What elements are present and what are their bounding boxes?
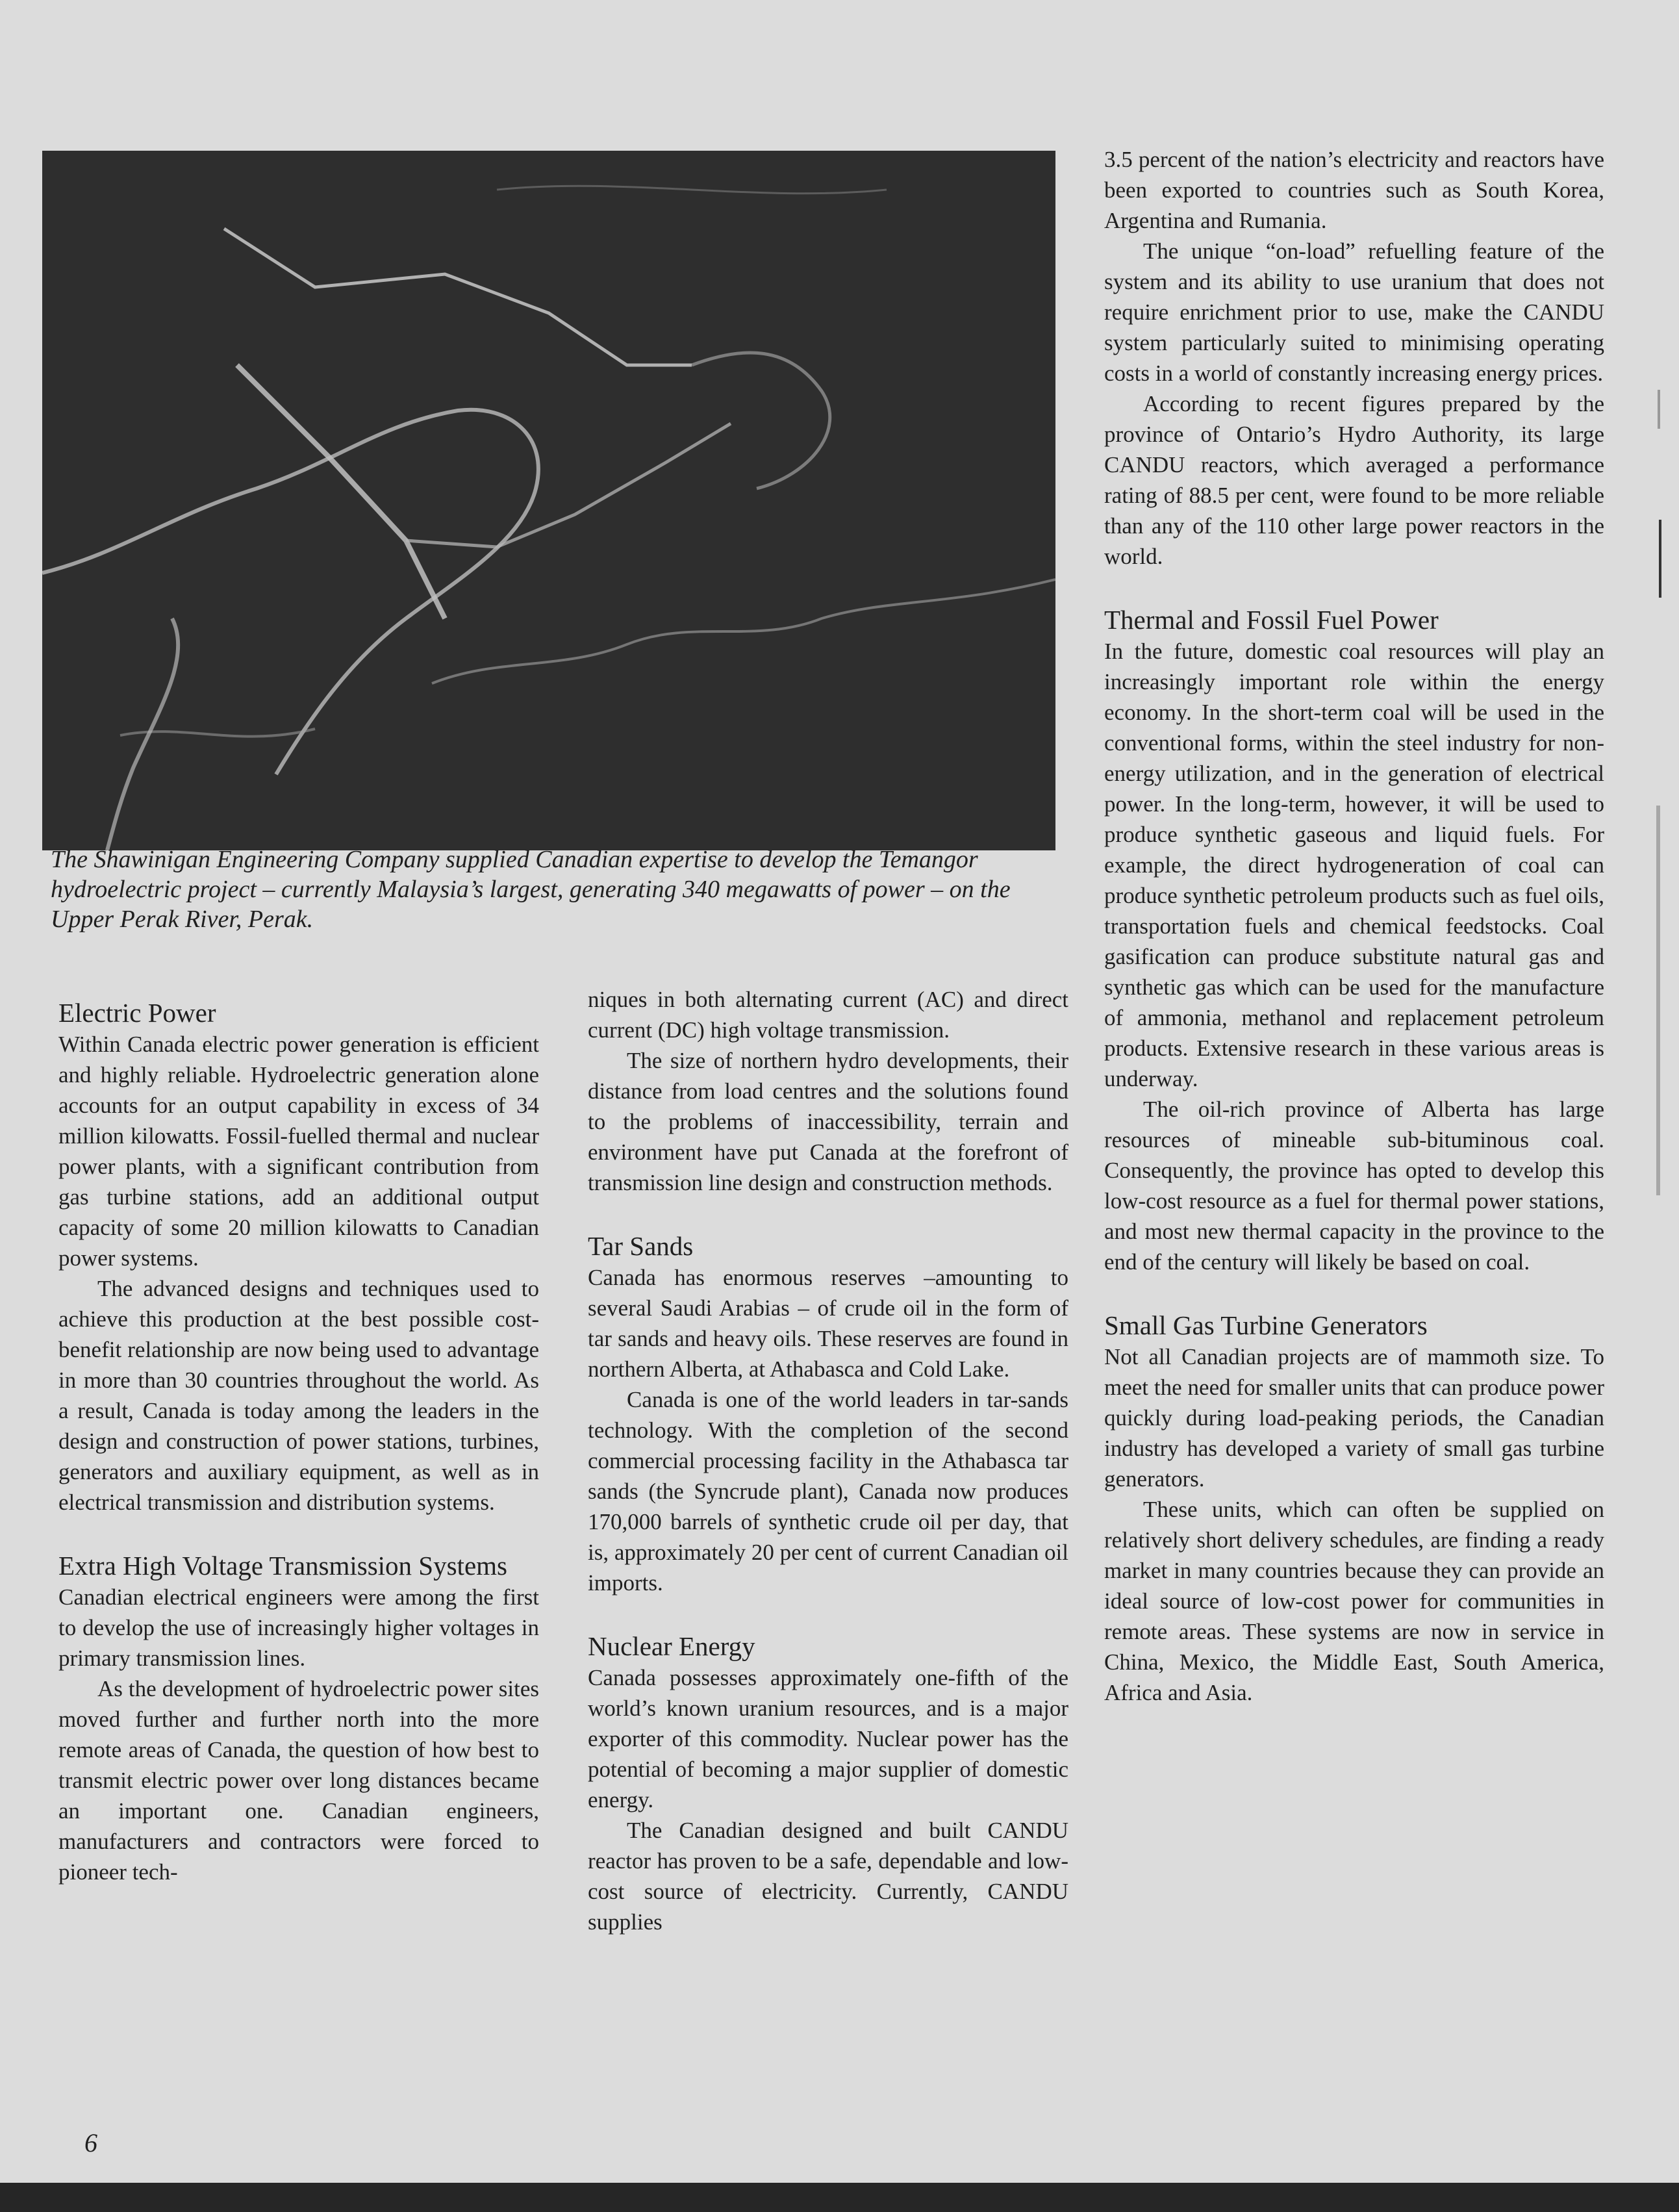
paragraph: These units, which can often be supplied on relatively short delivery schedules, are finding a ready market in many countries because they can provide an ideal source of low-cost power for communities in remote areas. These systems are now in service in China, Mexico, the Middle East, South America, Africa and Asia. [1104, 1497, 1604, 1705]
page-number: 6 [84, 2128, 97, 2157]
column-3 [1104, 144, 1604, 1708]
paragraph: Not all Canadian projects are of mammoth size. To meet the need for smaller units that can produce power quickly during load-peaking periods, the Canadian industry has developed a variety of small gas turbine generators. [1104, 1344, 1604, 1492]
hydro-project-photo [42, 151, 1055, 850]
paragraph: Canadian electrical engineers were among the first to develop the use of increasingly higher voltages in primary transmission lines. [58, 1584, 539, 1671]
aerial-river-image [42, 151, 1055, 850]
paragraph: The Canadian designed and built CANDU reactor has proven to be a safe, dependable and low-cost source of electricity. Currently, CANDU supplies [588, 1818, 1068, 1935]
paragraph: Canada is one of the world leaders in tar-sands technology. With the completion of the second commercial processing facility in the Athabasca tar sands (the Syncrude plant), Canada now produces 170,000 barrels of synthetic crude oil per day, that is, approximately 20 per cent of current Canadian oil imports. [588, 1387, 1068, 1595]
column-2 [588, 984, 1068, 1937]
paragraph: The unique “on-load” refuelling feature of the system and its ability to use uranium that does not require enrichment prior to use, make the CANDU system particularly suited to minimising operating costs in a world of constantly increasing energy prices. [1104, 238, 1604, 386]
paragraph: The advanced designs and techniques used to achieve this production at the best possible cost-benefit relationship are now being used to advantage in more than 30 countries throughout the world. As a result, Canada is today among the leaders in the design and construction of power stations, turbines, generators and auxiliary equipment, as well as in electrical transmission and distribution systems. [58, 1276, 539, 1515]
scan-edge-artifact [1650, 390, 1669, 1267]
paragraph: Canada has enormous reserves –amounting to several Saudi Arabias – of crude oil in the form of tar sands and heavy oils. These reserves are found in northern Alberta, at Athabasca and Cold Lake. [588, 1265, 1068, 1382]
column-1 [58, 997, 539, 1887]
heading-nuclear-energy: Nuclear Energy [588, 1631, 755, 1661]
page-bottom-edge [0, 2183, 1679, 2212]
paragraph: niques in both alternating current (AC) and direct current (DC) high voltage transmission. [588, 987, 1068, 1043]
heading-thermal-fossil: Thermal and Fossil Fuel Power [1104, 605, 1439, 635]
paragraph: The oil-rich province of Alberta has large resources of mineable sub-bituminous coal. Consequently, the province has opted to develop this low-cost resource as a fuel for thermal power stations, and most new thermal capacity in the province to the end of the century will likely be based on coal. [1104, 1097, 1604, 1275]
heading-ehv-transmission: Extra High Voltage Transmission Systems [58, 1551, 507, 1581]
paragraph: 3.5 percent of the nation’s electricity and reactors have been exported to countries such as South Korea, Argentina and Rumania. [1104, 147, 1604, 233]
photo-caption: The Shawinigan Engineering Company supplied Canadian expertise to develop the Temangor hydroelectric project – currently Malaysia’s largest, generating 340 megawatts of power – on the Upper Perak River, Perak. [51, 846, 1011, 933]
paragraph: According to recent figures prepared by the province of Ontario’s Hydro Authority, its large CANDU reactors, which averaged a performance rating of 88.5 per cent, were found to be more reliable than any of the 110 other large power reactors in the world. [1104, 391, 1604, 569]
paragraph: The size of northern hydro developments, their distance from load centres and the solutions found to the problems of inaccessibility, terrain and environment have put Canada at the forefront of transmission line design and construction methods. [588, 1048, 1068, 1195]
heading-tar-sands: Tar Sands [588, 1231, 694, 1261]
paragraph: As the development of hydroelectric power sites moved further and further north into the more remote areas of Canada, the question of how best to transmit electric power over long distances became an important one. Canadian engineers, manufacturers and contractors were forced to pioneer tech- [58, 1676, 539, 1885]
paragraph: Canada possesses approximately one-fifth of the world’s known uranium resources, and is a major exporter of this commodity. Nuclear power has the potential of becoming a major supplier of domestic energy. [588, 1665, 1068, 1812]
heading-electric-power: Electric Power [58, 998, 216, 1028]
paragraph: Within Canada electric power generation is efficient and highly reliable. Hydroelectric generation alone accounts for an output capability in excess of 34 million kilowatts. Fossil-fuelled thermal and nuclear power plants, with a significant contribution from gas turbine stations, add an additional output capacity of some 20 million kilowatts to Canadian power systems. [58, 1032, 539, 1271]
heading-small-gas-turbine: Small Gas Turbine Generators [1104, 1310, 1428, 1340]
paragraph: In the future, domestic coal resources will play an increasingly important role within the energy economy. In the short-term coal will be used in the conventional forms, within the steel industry for non-energy utilization, and in the generation of electrical power. In the long-term, however, it will be used to produce synthetic gaseous and liquid fuels. For example, the direct hydrogeneration of coal can produce synthetic petroleum products such as fuel oils, transportation fuels and chemical feedstocks. Coal gasification can produce substitute natural gas and synthetic gas which can be used for the manufacture of ammonia, methanol and replacement petroleum products. Extensive research in these various areas is underway. [1104, 639, 1604, 1091]
